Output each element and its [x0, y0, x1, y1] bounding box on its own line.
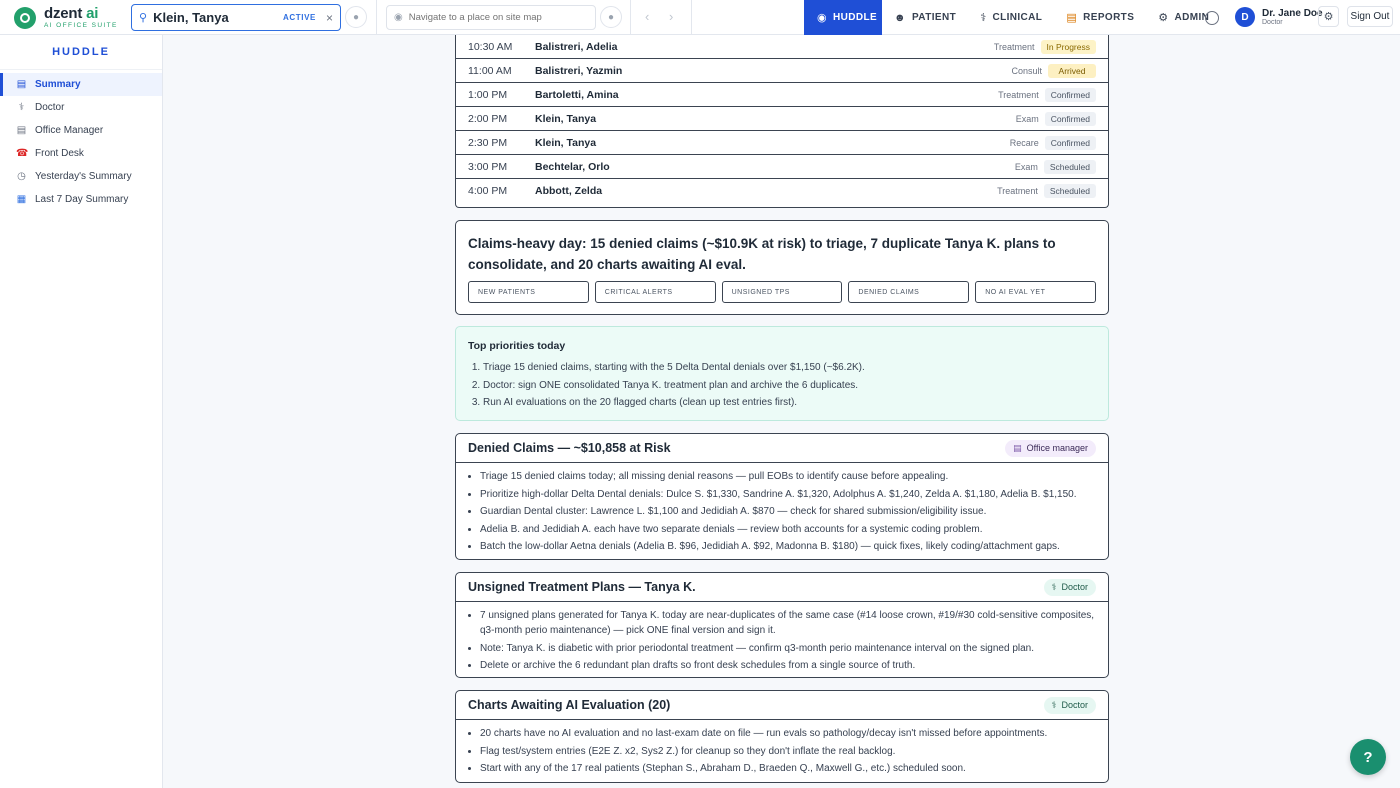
table-row[interactable]	[456, 179, 1108, 203]
sidebar-item-label: Office Manager	[35, 125, 104, 136]
compass-icon: ◉	[394, 12, 403, 23]
sidebar-item-doctor[interactable]	[0, 96, 162, 119]
sidebar-item-office-manager[interactable]	[0, 119, 162, 142]
stethoscope-icon: ⚕	[980, 12, 987, 24]
list-item: • Guardian Dental cluster: Lawrence L. $1,100 and Jedidiah A. $870 — check for shared submission/eligibility issue.	[480, 504, 1096, 519]
sign-out-button[interactable]: Sign Out	[1347, 6, 1393, 27]
clock-icon: ◷	[17, 171, 26, 182]
bullet-list	[480, 608, 1096, 673]
phone-icon: ☎	[16, 148, 29, 159]
appt-patient-name[interactable]: Bartoletti, Amina	[535, 88, 619, 101]
table-row[interactable]	[456, 155, 1108, 179]
appt-patient-name[interactable]: Klein, Tanya	[535, 112, 597, 125]
appt-type: Exam	[1014, 161, 1038, 172]
help-button[interactable]: ?	[1350, 739, 1386, 775]
divider	[630, 0, 631, 35]
user-name: Dr. Jane Doe	[1262, 8, 1323, 19]
filter-denied-claims-button[interactable]: DENIED CLAIMS	[848, 281, 969, 303]
filter-row	[468, 281, 1096, 303]
bar-chart-icon: ▤	[1066, 12, 1078, 24]
site-map-mic-icon[interactable]: ●	[600, 6, 622, 28]
calendar-icon: ▦	[16, 194, 27, 205]
mic-icon[interactable]: ●	[345, 6, 367, 28]
appt-time: 4:00 PM	[468, 185, 508, 197]
active-patient-name[interactable]: Klein, Tanya	[153, 10, 229, 25]
list-item: • Prioritize high-dollar Delta Dental denials: Dulce S. $1,330, Sandrine A. $1,320, Adolphus A. $1,240, Zelda A. $1,180, Adelia B. $1,150.	[480, 487, 1096, 502]
daily-summary-card	[455, 220, 1109, 315]
sidebar-item-summary[interactable]	[0, 73, 162, 96]
sidebar-item-yesterdays-summary[interactable]	[0, 165, 162, 188]
list-item: • 7 unsigned plans generated for Tanya K. today are near-duplicates of the same case (#14 loose crown, #19/#30 cold-sensitive composites, q3-month perio maintenance) — pick ONE final version and sign it.	[480, 608, 1096, 638]
list-item: • Flag test/system entries (E2E Z. x2, Sys2 Z.) for cleanup so they don't inflate the real backlog.	[480, 744, 1096, 759]
sidebar-item-label: Yesterday's Summary	[35, 171, 132, 182]
appt-type: Recare	[1009, 137, 1039, 148]
sidebar-item-front-desk[interactable]	[0, 142, 162, 165]
status-badge: In Progress	[1041, 40, 1096, 54]
role-tag	[1044, 697, 1096, 714]
filter-new-patients-button[interactable]: NEW PATIENTS	[468, 281, 589, 303]
status-badge: Confirmed	[1045, 88, 1096, 102]
sidebar-title: HUDDLE	[0, 35, 162, 70]
filter-no-ai-eval-button[interactable]: NO AI EVAL YET	[975, 281, 1096, 303]
clipboard-icon: ▤	[1013, 442, 1022, 453]
tab-label: ADMIN	[1174, 12, 1210, 23]
sidebar-item-label: Doctor	[35, 102, 65, 113]
list-item: • Triage 15 denied claims today; all missing denial reasons — pull EOBs to identify cause before appealing.	[480, 469, 1096, 484]
table-row[interactable]	[456, 107, 1108, 131]
stethoscope-icon: ⚕	[1051, 699, 1057, 710]
sidebar-item-label: Last 7 Day Summary	[35, 194, 129, 205]
table-row[interactable]	[456, 35, 1108, 59]
explore-icon[interactable]	[1205, 11, 1219, 25]
active-badge: ACTIVE	[283, 13, 316, 22]
user-role: Doctor	[1262, 19, 1283, 26]
appt-type: Treatment	[993, 41, 1035, 52]
appt-patient-name[interactable]: Abbott, Zelda	[535, 185, 603, 197]
brand-tagline: AI OFFICE SUITE	[44, 22, 118, 29]
tab-label: REPORTS	[1083, 12, 1135, 23]
appointments-table	[455, 35, 1109, 208]
patient-search-input[interactable]	[131, 4, 341, 31]
appt-time: 2:00 PM	[468, 112, 508, 125]
list-item: 1. Triage 15 denied claims, starting with the 5 Delta Dental denials over $1,150 (~$6.2K).	[483, 359, 1096, 377]
sidebar-item-label: Summary	[35, 79, 81, 90]
status-badge: Arrived	[1048, 64, 1096, 78]
forward-arrow-icon[interactable]: ›	[669, 9, 674, 24]
site-map-input[interactable]	[409, 12, 588, 23]
tab-label: CLINICAL	[992, 12, 1043, 23]
brand-logo[interactable]	[14, 6, 118, 30]
logo-mark-icon	[14, 7, 36, 29]
charts-awaiting-eval-section	[455, 690, 1109, 783]
top-bar	[0, 0, 1400, 35]
list-item: • Batch the low-dollar Aetna denials (Adelia B. $96, Jedidiah A. $92, Madonna B. $180) — quick fixes, likely coding/attachment gaps.	[480, 539, 1096, 554]
person-icon: ☻	[894, 11, 906, 24]
unsigned-plans-section	[455, 572, 1109, 678]
status-badge: Confirmed	[1045, 136, 1096, 150]
denied-claims-section	[455, 433, 1109, 560]
status-badge: Scheduled	[1044, 160, 1096, 174]
clipboard-icon: ▤	[16, 79, 27, 90]
appt-time: 2:30 PM	[468, 136, 508, 149]
role-tag-label: Doctor	[1061, 582, 1088, 592]
appt-patient-name[interactable]: Balistreri, Adelia	[535, 40, 618, 53]
priorities-list	[468, 359, 1096, 412]
list-item: • Adelia B. and Jedidiah A. each have two separate denials — review both accounts for a systemic coding problem.	[480, 522, 1096, 537]
close-icon[interactable]: ×	[325, 10, 333, 25]
divider	[691, 0, 692, 35]
tab-huddle[interactable]	[804, 0, 882, 35]
appt-patient-name[interactable]: Balistreri, Yazmin	[535, 64, 623, 77]
appt-type: Treatment	[998, 89, 1039, 100]
tab-reports[interactable]	[1054, 0, 1146, 35]
list-item: 3. Run AI evaluations on the 20 flagged charts (clean up test entries first).	[483, 394, 1096, 412]
section-title: Charts Awaiting AI Evaluation (20)	[468, 698, 671, 712]
role-tag	[1005, 440, 1096, 457]
settings-gear-icon[interactable]: ⚙	[1318, 6, 1339, 27]
filter-unsigned-tps-button[interactable]: UNSIGNED TPS	[722, 281, 843, 303]
search-icon: ⚲	[139, 12, 148, 24]
appt-time: 11:00 AM	[468, 64, 512, 77]
section-header	[456, 691, 1108, 720]
divider	[376, 0, 377, 35]
summary-headline: Claims-heavy day: 15 denied claims (~$10.9K at risk) to triage, 7 duplicate Tanya K. plans to consolidate, and 20 charts awaiting AI eval.	[468, 236, 1056, 272]
tab-patient[interactable]	[882, 0, 968, 35]
tab-label: HUDDLE	[833, 12, 878, 23]
role-tag	[1044, 579, 1096, 596]
tab-clinical[interactable]	[968, 0, 1054, 35]
status-badge: Scheduled	[1044, 184, 1096, 198]
section-header	[456, 573, 1108, 602]
brand-name-accent: ai	[86, 5, 99, 22]
role-tag-label: Doctor	[1061, 700, 1088, 710]
avatar[interactable]: D	[1235, 7, 1255, 27]
appt-type: Treatment	[997, 186, 1038, 196]
list-item: • Start with any of the 17 real patients (Stephan S., Abraham D., Braeden Q., Maxwell G., etc.) scheduled soon.	[480, 761, 1096, 776]
filter-critical-alerts-button[interactable]: CRITICAL ALERTS	[595, 281, 716, 303]
bullet-list	[480, 469, 1096, 554]
appt-type: Exam	[1015, 113, 1039, 124]
list-item: • 20 charts have no AI evaluation and no last-exam date on file — run evals so pathology/decay isn't missed before appointments.	[480, 726, 1096, 741]
appt-time: 3:00 PM	[468, 160, 508, 173]
section-header	[456, 434, 1108, 463]
role-tag-label: Office manager	[1026, 443, 1088, 453]
status-badge: Confirmed	[1045, 112, 1096, 126]
sidebar-item-label: Front Desk	[35, 148, 84, 159]
sidebar-item-last-7-day-summary[interactable]	[0, 188, 162, 211]
brand-name: dzent	[44, 5, 83, 22]
appt-type: Consult	[1011, 65, 1042, 76]
tab-label: PATIENT	[911, 12, 957, 23]
priorities-title: Top priorities today	[468, 340, 566, 352]
appt-patient-name[interactable]: Bechtelar, Orlo	[535, 160, 610, 173]
sidebar	[0, 35, 163, 788]
clipboard-icon: ▤	[16, 125, 27, 136]
appt-time: 10:30 AM	[468, 40, 513, 53]
section-title: Unsigned Treatment Plans — Tanya K.	[468, 580, 696, 594]
huddle-icon: ◉	[817, 12, 827, 24]
appt-patient-name[interactable]: Klein, Tanya	[535, 136, 597, 149]
section-title: Denied Claims — ~$10,858 at Risk	[468, 441, 671, 455]
back-arrow-icon[interactable]: ‹	[645, 9, 650, 24]
table-row[interactable]	[456, 131, 1108, 155]
site-map-search[interactable]	[386, 5, 596, 30]
gear-icon: ⚙	[1158, 12, 1169, 24]
bullet-list	[480, 726, 1096, 776]
main-tabs	[804, 0, 1221, 35]
top-priorities-card	[455, 326, 1109, 421]
stethoscope-icon: ⚕	[18, 102, 25, 113]
table-row[interactable]	[456, 59, 1108, 83]
list-item: 2. Doctor: sign ONE consolidated Tanya K. treatment plan and archive the 6 duplicates.	[483, 377, 1096, 395]
list-item: • Delete or archive the 6 redundant plan drafts so front desk schedules from a single source of truth.	[480, 658, 1096, 673]
table-row[interactable]	[456, 83, 1108, 107]
stethoscope-icon: ⚕	[1051, 581, 1057, 592]
list-item: • Note: Tanya K. is diabetic with prior periodontal treatment — confirm q3-month perio maintenance interval on the signed plan.	[480, 641, 1096, 656]
appt-time: 1:00 PM	[468, 88, 508, 101]
